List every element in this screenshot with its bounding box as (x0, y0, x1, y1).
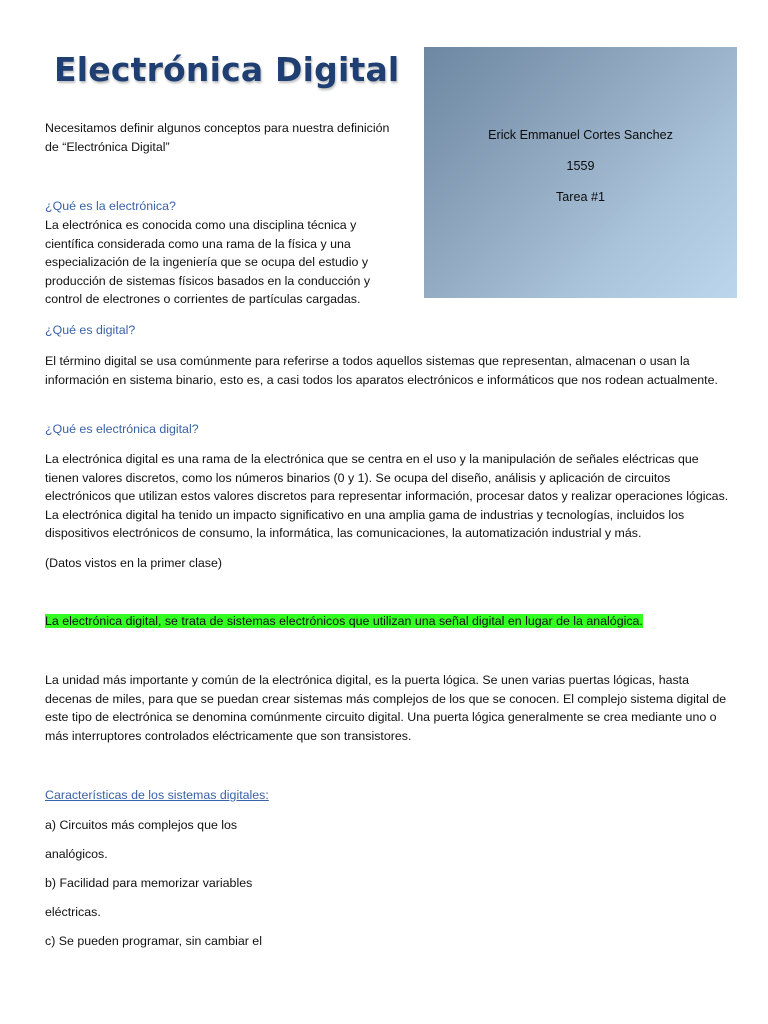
paragraph-puerta-logica: La unidad más importante y común de la electrónica digital, es la puerta lógica. Se unen varias puertas lógicas, hasta decenas de miles, para que se puedan crear sistemas más complejos de los que se conocen. El complejo sistema digital de este tipo de electrónica se denomina comúnmente circuito digital. Una puerta lógica generalmente se crea mediante uno o más interruptores controlados eléctricamente que son transistores. (45, 673, 727, 743)
student-number: 1559 (566, 159, 595, 173)
author-name: Erick Emmanuel Cortes Sanchez (488, 128, 673, 142)
list-item: analógicos. (45, 847, 108, 861)
heading-caracteristicas: Características de los sistemas digitales: (45, 788, 269, 802)
highlighted-text: La electrónica digital, se trata de sistemas electrónicos que utilizan una señal digital en lugar de la analógica. (45, 614, 643, 628)
intro-paragraph: Necesitamos definir algunos conceptos para nuestra definición de “Electrónica Digital” (45, 121, 390, 154)
heading-que-es-electronica: ¿Qué es la electrónica? (45, 199, 176, 213)
paragraph-electronica: La electrónica es conocida como una disciplina técnica y científica considerada como una rama de la física y una especialización de la ingeniería que se ocupa del estudio y producción de sistemas físicos basados en la conducción y control de electrones o corrientes de partículas cargadas. (45, 218, 371, 307)
list-item: c) Se pueden programar, sin cambiar el (45, 934, 262, 948)
paragraph-digital: El término digital se usa comúnmente para referirse a todos aquellos sistemas que representan, almacenan o usan la información en sistema binario, esto es, a casi todos los aparatos electrónicos e informáticos que nos rodean actualmente. (45, 354, 718, 387)
cover-info-box (424, 47, 737, 298)
class-note: (Datos vistos en la primer clase) (45, 556, 222, 570)
heading-electronica-digital: ¿Qué es electrónica digital? (45, 422, 199, 436)
paragraph-electronica-digital: La electrónica digital es una rama de la electrónica que se centra en el uso y la manipulación de señales eléctricas que tienen valores discretos, como los números binarios (0 y 1). Se ocupa del diseño, análisis y aplicación de circuitos electrónicos que utilizan estos valores discretos para representar información, procesar datos y realizar operaciones lógicas. La electrónica digital ha tenido un impacto significativo en una amplia gama de industrias y tecnologías, incluidos los dispositivos electrónicos de consumo, la informática, las comunicaciones, la automatización industrial y más. (45, 452, 729, 541)
assignment-label: Tarea #1 (555, 190, 605, 204)
list-item: b) Facilidad para memorizar variables (45, 876, 253, 890)
list-item: a) Circuitos más complejos que los (45, 818, 238, 832)
highlighted-statement (45, 612, 643, 631)
document-title: Electrónica Digital (54, 50, 400, 89)
heading-que-es-digital: ¿Qué es digital? (45, 323, 136, 337)
list-item: eléctricas. (45, 905, 101, 919)
